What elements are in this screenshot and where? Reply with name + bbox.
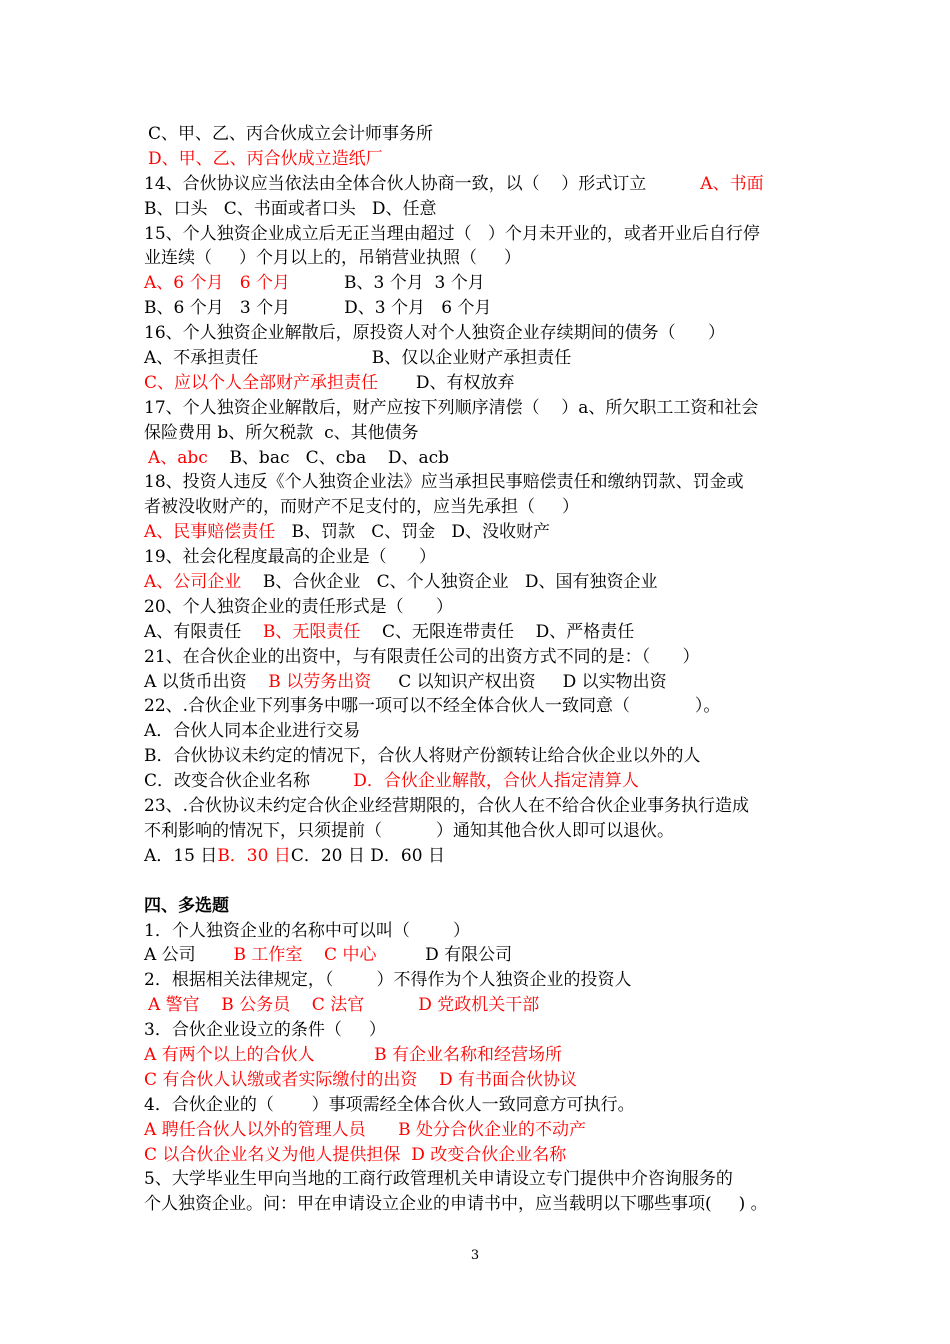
question-text: 不利影响的情况下，只须提前（ ）通知其他合伙人即可以退伙。 (144, 820, 675, 841)
text-line (144, 172, 814, 197)
question-text: 5、大学毕业生甲向当地的工商行政管理机关申请设立专门提供中介咨询服务的 (144, 1169, 733, 1190)
text-line (144, 246, 814, 271)
text-line (144, 520, 814, 545)
question-text: B、口头 C、书面或者口头 D、任意 (144, 198, 437, 219)
text-line (144, 844, 814, 869)
question-text: A．15 日 (144, 845, 218, 866)
text-line (144, 371, 814, 396)
question-text: 个人独资企业。问：甲在申请设立企业的申请书中，应当载明以下哪些事项( ) 。 (144, 1194, 768, 1215)
text-line (144, 919, 814, 944)
text-line (144, 968, 814, 993)
question-text: C、甲、乙、丙合伙成立会计师事务所 (148, 124, 434, 144)
question-text: 14、合伙协议应当依法由全体合伙人协商一致，以（ ）形式订立 (144, 173, 701, 194)
text-line (144, 1143, 814, 1168)
question-text: 保险费用 b、所欠税款 c、其他债务 (144, 422, 419, 443)
answer-text: C 以合伙企业名义为他人提供担保 D 改变合伙企业名称 (144, 1144, 567, 1165)
question-text: 23、.合伙协议未约定合伙企业经营期限的，合伙人在不给合伙企业事务执行造成 (144, 796, 750, 817)
text-line (144, 1093, 814, 1118)
text-line (144, 446, 814, 471)
question-text: 业连续（ ）个月以上的，吊销营业执照（ ） (144, 248, 522, 269)
text-line (144, 1043, 814, 1068)
text-line (144, 645, 814, 670)
question-text: 4．合伙企业的（ ）事项需经全体合伙人一致同意方可执行。 (144, 1094, 635, 1115)
question-text: 17、个人独资企业解散后，财产应按下列顺序清偿（ ）a、所欠职工工资和社会 (144, 397, 759, 418)
text-line (144, 744, 814, 769)
question-text: 者被没收财产的，而财产不足支付的，应当先承担（ ） (144, 497, 580, 518)
question-text: 2．根据相关法律规定，（ ）不得作为个人独资企业的投资人 (144, 970, 632, 991)
question-text: 22、.合伙企业下列事务中哪一项可以不经全体合伙人一致同意（ ）。 (144, 696, 721, 717)
question-text: 20、个人独资企业的责任形式是（ ） (144, 596, 454, 617)
answer-text: D．合伙企业解散，合伙人指定清算人 (353, 771, 639, 792)
question-text: D 有限公司 (376, 945, 513, 966)
answer-text: C 有合伙人认缴或者实际缴付的出资 D 有书面合伙协议 (144, 1069, 578, 1090)
page-number: 3 (470, 1248, 480, 1263)
text-line (144, 545, 814, 570)
question-text: B、合伙企业 C、个人独资企业 D、国有独资企业 (241, 572, 658, 593)
text-line (144, 1018, 814, 1043)
answer-text: A 有两个以上的合伙人 B 有企业名称和经营场所 (144, 1044, 563, 1065)
text-line (144, 620, 814, 645)
question-text: A 以货币出资 (144, 671, 269, 692)
answer-text: B．30 日 (217, 845, 291, 866)
text-line (144, 694, 814, 719)
section-heading (144, 894, 814, 919)
answer-text: B 工作室 C 中心 (233, 945, 377, 966)
question-text: B．合伙协议未约定的情况下，合伙人将财产份额转让给合伙企业以外的人 (144, 746, 701, 767)
question-text: A、不承担责任 B、仅以企业财产承担责任 (144, 348, 572, 369)
question-text: B、bac C、cba D、acb (207, 447, 450, 468)
blank-line (144, 869, 814, 894)
answer-text: D、甲、乙、丙合伙成立造纸厂 (148, 148, 383, 169)
question-text: A．合伙人同本企业进行交易 (144, 721, 361, 742)
text-line (144, 1118, 814, 1143)
answer-text: A、6 个月 6 个月 (144, 273, 290, 294)
question-text: 3．合伙企业设立的条件（ ） (144, 1020, 386, 1041)
text-line (144, 321, 814, 346)
question-text: C 以知识产权出资 D 以实物出资 (371, 671, 667, 692)
question-text: C．改变合伙企业名称 (144, 771, 354, 792)
text-line (144, 769, 814, 794)
text-line (144, 197, 814, 222)
text-line (144, 993, 814, 1018)
question-text: B、6 个月 3 个月 D、3 个月 6 个月 (144, 298, 492, 319)
text-line (144, 346, 814, 371)
question-text: 1．个人独资企业的名称中可以叫（ ） (144, 920, 471, 941)
text-line (144, 1068, 814, 1093)
text-line (144, 147, 814, 172)
text-line (144, 1167, 814, 1192)
answer-text: A 警官 B 公务员 C 法官 D 党政机关干部 (148, 995, 540, 1016)
text-line (144, 595, 814, 620)
question-text: A、有限责任 (144, 621, 263, 642)
text-line (144, 470, 814, 495)
text-line (144, 222, 814, 247)
question-text: 15、个人独资企业成立后无正当理由超过（ ）个月未开业的，或者开业后自行停 (144, 223, 760, 244)
answer-text: A 聘任合伙人以外的管理人员 B 处分合伙企业的不动产 (144, 1119, 586, 1140)
question-text: 四、多选题 (144, 895, 229, 916)
question-text: B、3 个月 3 个月 (289, 273, 485, 294)
question-text: 21、在合伙企业的出资中，与有限责任公司的出资方式不同的是：（ ） (144, 646, 700, 667)
text-line (144, 719, 814, 744)
answer-text: C、应以个人全部财产承担责任 (144, 372, 379, 393)
question-text: 18、投资人违反《个人独资企业法》应当承担民事赔偿责任和缴纳罚款、罚金或 (144, 472, 744, 493)
answer-text: A、公司企业 (144, 572, 242, 593)
answer-text: A、民事赔偿责任 (144, 522, 276, 543)
question-text: C．20 日 D．60 日 (290, 845, 445, 866)
text-line (144, 271, 814, 296)
text-line (144, 421, 814, 446)
text-line (144, 819, 814, 844)
text-line (144, 396, 814, 421)
question-text: C、无限连带责任 D、严格责任 (360, 621, 635, 642)
question-text: B、罚款 C、罚金 D、没收财产 (275, 522, 551, 543)
text-line (144, 943, 814, 968)
question-text: 16、个人独资企业解散后，原投资人对个人独资企业存续期间的债务（ ） (144, 323, 726, 344)
text-line (144, 495, 814, 520)
question-text: D、有权放弃 (378, 372, 515, 393)
answer-text: B、无限责任 (262, 621, 361, 642)
question-text: A 公司 (144, 945, 234, 966)
text-line (144, 794, 814, 819)
text-line (144, 570, 814, 595)
text-line (144, 296, 814, 321)
text-line (144, 670, 814, 695)
answer-text: B 以劳务出资 (268, 671, 372, 692)
text-line (144, 1192, 814, 1217)
answer-text: A、abc (148, 447, 208, 468)
question-text: 19、社会化程度最高的企业是（ ） (144, 547, 437, 568)
answer-text: A、书面 (700, 173, 764, 194)
document-body (144, 122, 814, 1217)
text-line (144, 122, 814, 147)
